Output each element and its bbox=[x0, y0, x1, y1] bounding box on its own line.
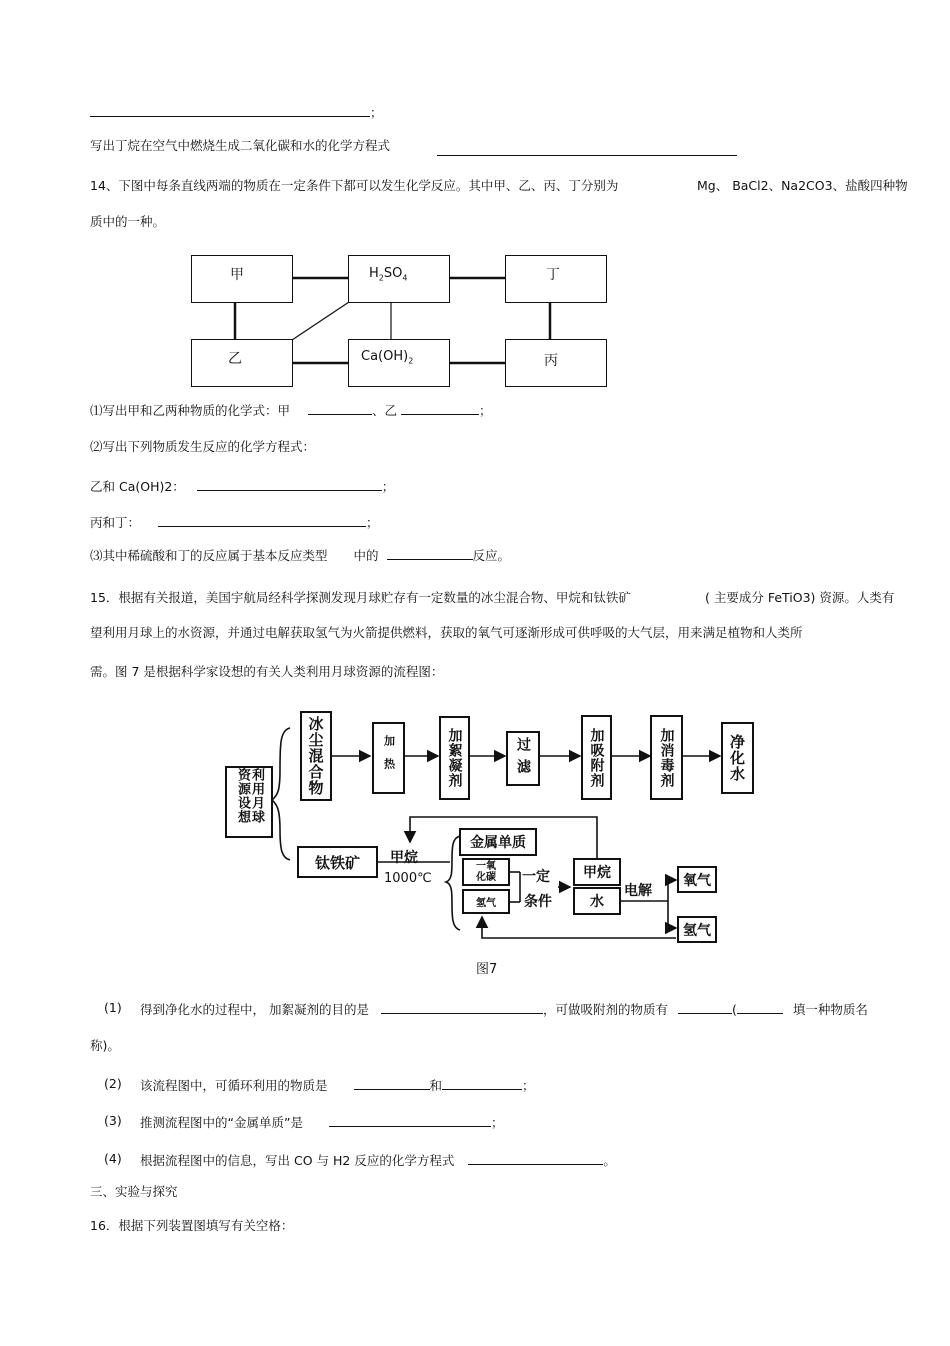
q15-sub4-text-a: 根据流程图中的信息，写出 CO 与 H2 反应的化学方程式 bbox=[140, 1153, 455, 1168]
q14-stem-2: 质中的一种。 bbox=[90, 214, 166, 229]
q15-sub3-num: (3) bbox=[104, 1113, 122, 1128]
q15-stem-2: 望利用月球上的水资源，并通过电解获取氢气为火箭提供燃料，获取的氧气可逐渐形成可供呼吸的大气层，用来满足植物和人类所 bbox=[90, 625, 803, 640]
recyclable-blank-2[interactable] bbox=[442, 1076, 522, 1090]
adsorbent-blank-2[interactable] bbox=[737, 1000, 783, 1014]
flow-left-box: 利用月球资源设想 bbox=[225, 766, 273, 838]
flow-electrolysis-label: 电解 bbox=[624, 883, 652, 899]
sub3-text-a: ⑶其中稀硫酸和丁的反应属于基本反应类型 bbox=[90, 548, 328, 563]
q15-sub2-num: (2) bbox=[104, 1076, 122, 1091]
flow-condition-1: 一定 bbox=[522, 869, 550, 885]
label-caoh2: $Ca(OH)_2$ bbox=[361, 349, 414, 366]
flow-filter-box: 过滤 bbox=[506, 731, 540, 786]
flow-temp-label: 1000℃ bbox=[384, 871, 432, 886]
flow-metal-box: 金属单质 bbox=[459, 828, 537, 856]
flow-adsorb-box: 加吸附剂 bbox=[581, 715, 612, 800]
flow-disinfect-box: 加消毒剂 bbox=[650, 715, 683, 800]
q15-sub4-text-b: 。 bbox=[603, 1153, 616, 1168]
q15-sub2-text-b: 和 bbox=[429, 1078, 443, 1093]
flow-methane-label: 甲烷 bbox=[390, 850, 418, 866]
q14-sub2-bing: 丙和丁： ； bbox=[90, 515, 379, 530]
flow-pure-water-box: 净化水 bbox=[721, 722, 754, 794]
q15-sub4 bbox=[140, 1151, 616, 1169]
metal-element-blank[interactable] bbox=[329, 1113, 491, 1127]
q15-sub2 bbox=[140, 1076, 535, 1094]
flow-co-box: 一氧化碳 bbox=[462, 858, 510, 886]
adsorbent-blank[interactable] bbox=[678, 1000, 732, 1014]
sub3-text-c: 反应。 bbox=[472, 548, 511, 563]
q14-stem-1: 14、下图中每条直线两端的物质在一定条件下都可以发生化学反应。其中甲、乙、丙、丁分别为 bbox=[90, 178, 619, 193]
q14-sub2: ⑵写出下列物质发生反应的化学方程式： bbox=[90, 439, 316, 454]
q15-sub2-text-a: 该流程图中，可循环利用的物质是 bbox=[140, 1078, 328, 1093]
section-3-heading: 三、实验与探究 bbox=[90, 1184, 178, 1199]
q15-sub1-text-b: ，可做吸附剂的物质有 bbox=[542, 1002, 668, 1017]
flow-floc-box: 加絮凝剂 bbox=[439, 716, 470, 800]
sub2-bing-text: 丙和丁： bbox=[90, 515, 141, 530]
label-jia: 甲 bbox=[230, 267, 244, 283]
q15-sub1-cont: 称)。 bbox=[90, 1038, 120, 1053]
q15-sub1-text-d: 填一种物质名 bbox=[792, 1002, 868, 1017]
label-ding: 丁 bbox=[546, 267, 560, 283]
flow-h2-out-box: 氢气 bbox=[677, 916, 717, 943]
flow-methane-box: 甲烷 bbox=[573, 858, 621, 886]
q14-substances: Mg、 BaCl2、Na2CO3、盐酸四种物 bbox=[697, 178, 908, 193]
flow-water-box: 水 bbox=[573, 887, 621, 915]
co-h2-equation-blank[interactable] bbox=[468, 1151, 603, 1165]
q15-sub3-text-b: ； bbox=[490, 1115, 504, 1130]
sub1-text-c: ； bbox=[479, 403, 492, 418]
flow-heat-box: 加热 bbox=[372, 722, 405, 794]
q16-stem: 16．根据下列装置图填写有关空格： bbox=[90, 1218, 294, 1233]
sub2-yi-text: 乙和 Ca(OH)2： bbox=[90, 479, 185, 494]
label-bing: 丙 bbox=[544, 353, 558, 369]
q15-sub1-num: (1) bbox=[104, 1000, 122, 1015]
semicolon: ； bbox=[370, 105, 383, 120]
label-h2so4: $H_2SO_4$ bbox=[369, 266, 408, 283]
q15-sub1-paren: ( bbox=[731, 1002, 737, 1017]
flow-o2-box: 氧气 bbox=[677, 866, 717, 893]
flow-condition-2: 条件 bbox=[524, 894, 552, 910]
q15-sub4-num: (4) bbox=[104, 1151, 122, 1166]
label-yi: 乙 bbox=[228, 351, 242, 367]
q13-text: 写出丁烷在空气中燃烧生成二氧化碳和水的化学方程式 bbox=[90, 138, 391, 153]
flocculant-purpose-blank[interactable] bbox=[381, 1000, 543, 1014]
sub1-text-a: ⑴写出甲和乙两种物质的化学式：甲 bbox=[90, 403, 291, 418]
flow-ilmenite-box: 钛铁矿 bbox=[297, 846, 378, 878]
q15-sub1 bbox=[140, 1000, 868, 1018]
q15-sub3-text-a: 推测流程图中的“金属单质”是 bbox=[140, 1115, 303, 1130]
flow-ice-box: 冰尘混合物 bbox=[300, 711, 332, 801]
q15-stem-1b: ( 主要成分 FeTiO3) 资源。人类有 bbox=[705, 590, 895, 605]
figure-caption: 图7 bbox=[476, 962, 498, 977]
q15-sub3 bbox=[140, 1113, 503, 1131]
q14-sub2-yi: 乙和 Ca(OH)2： ； bbox=[90, 479, 395, 494]
sub3-text-b: 中的 bbox=[353, 548, 379, 563]
q15-sub1-text-a: 得到净化水的过程中， 加絮凝剂的目的是 bbox=[140, 1002, 369, 1017]
flow-h2-box: 氢气 bbox=[462, 889, 510, 914]
sub1-text-b: 、乙 bbox=[372, 403, 398, 418]
q15-stem-1a: 15．根据有关报道，美国宇航局经科学探测发现月球贮存有一定数量的冰尘混合物、甲烷和钛铁矿 bbox=[90, 590, 631, 605]
q15-stem-3: 需。图 7 是根据科学家设想的有关人类利用月球资源的流程图： bbox=[90, 664, 444, 679]
recyclable-blank-1[interactable] bbox=[354, 1076, 430, 1090]
q15-sub2-text-c: ； bbox=[522, 1078, 535, 1093]
